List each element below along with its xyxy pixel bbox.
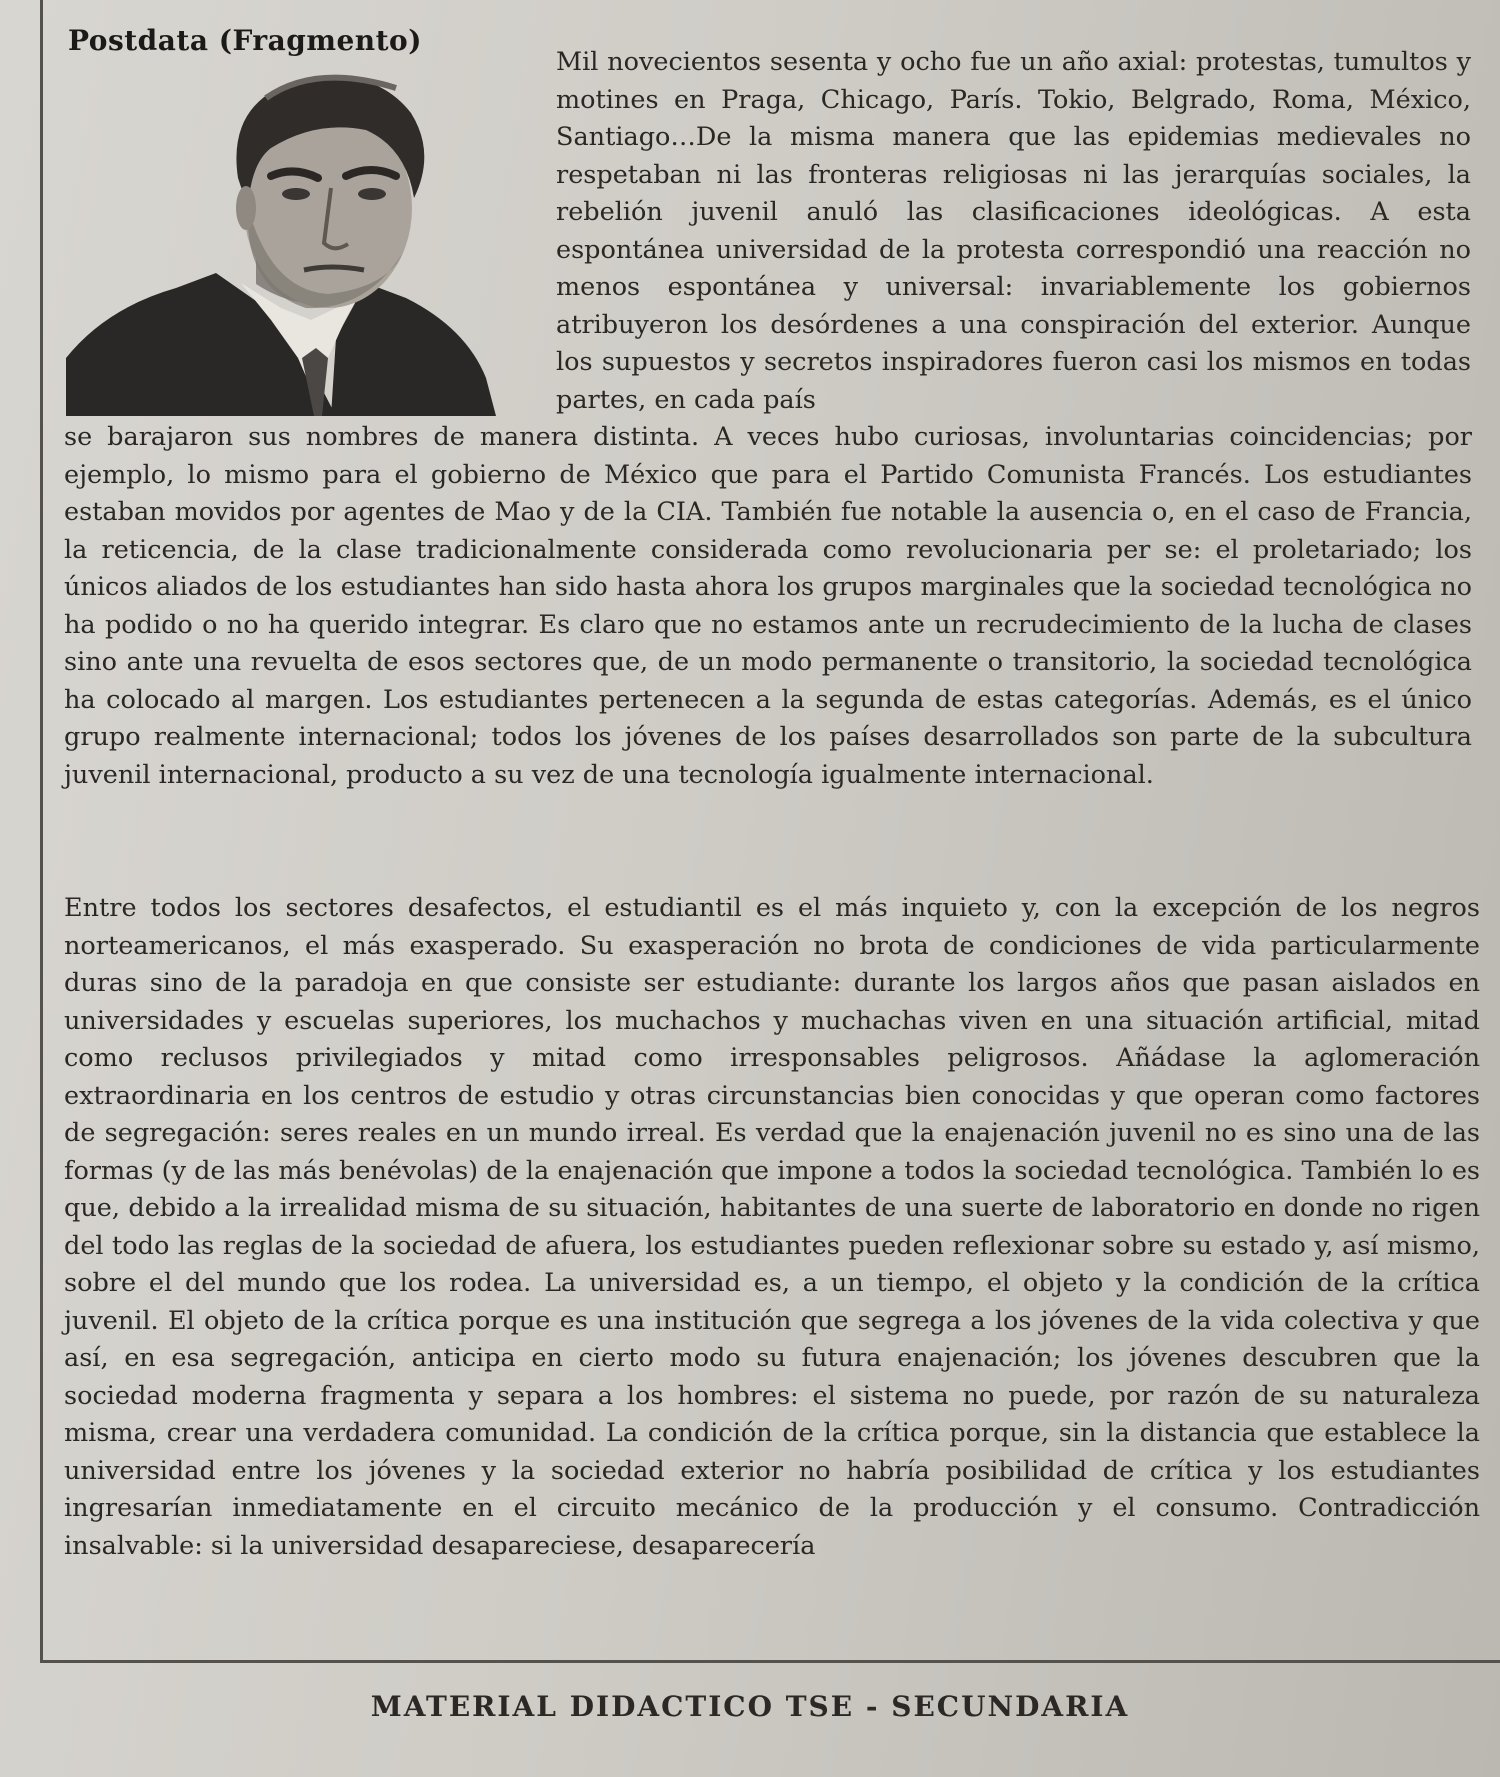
author-portrait-icon (66, 58, 564, 416)
intro-paragraph: Mil novecientos sesenta y ocho fue un año axial: protestas, tumultos y motines en Praga, Chicago, París. Tokio, Belgrado, Roma, México, Santiago…De la misma manera que las epidemias medievales no respetaban ni las fronteras religiosas ni las jerarquías sociales, la rebelión juvenil anuló las clasificaciones ideológicas. A esta espontánea universidad de la protesta correspondió una reacción no menos espontánea y universal: invariablemente los gobiernos atribuyeron los desórdenes a una conspiración del exterior. Aunque los supuestos y secretos inspiradores fueron casi los mismos en todas partes, en cada país (556, 47, 1471, 415)
footer-label: MATERIAL DIDACTICO TSE - SECUNDARIA (370, 1690, 1130, 1723)
document-title: Postdata (Fragmento) (68, 24, 422, 57)
paragraph-2: Entre todos los sectores desafectos, el estudiantil es el más inquieto y, con la excepción de los negros norteamericanos, el más exasperado. Su exasperación no brota de condiciones de vida particularmente duras sino de la paradoja en que consiste ser estudiante: durante los largos años que pasan aislados en universidades y escuelas superiores, los muchachos y muchachas viven en una situación artificial, mitad como reclusos privilegiados y mitad como irresponsables peligrosos. Añádase la aglomeración extraordinaria en los centros de estudio y otras circunstancias bien conocidas y que operan como factores de segregación: seres reales en un mundo irreal. Es verdad que la enajenación juvenil no es sino una de las formas (y de las más benévolas) de la enajenación que impone a todos la sociedad tecnológica. También lo es que, debido a la irrealidad misma de su situación, habitantes de una suerte de laboratorio en donde no rigen del todo las reglas de la sociedad de afuera, los estudiantes pueden reflexionar sobre su estado y, así mismo, sobre el del mundo que los rodea. La universidad es, a un tiempo, el objeto y la condición de la crítica juvenil. El objeto de la crítica porque es una institución que segrega a los jóvenes de la vida colectiva y que así, en esa segregación, anticipa en cierto modo su futura enajenación; los jóvenes descubren que la sociedad moderna fragmenta y separa a los hombres: el sistema no puede, por razón de su naturaleza misma, crear una verdadera comunidad. La condición de la crítica porque, sin la distancia que establece la universidad entre los jóvenes y la sociedad exterior no habría posibilidad de crítica y los estudiantes ingresarían inmediatamente en el circuito mecánico de la producción y el consumo. Contradicción insalvable: si la universidad desapareciese, desaparecería (64, 893, 1480, 1561)
paragraph-1: se barajaron sus nombres de manera distinta. A veces hubo curiosas, involuntarias coincidencias; por ejemplo, lo mismo para el gobierno de México que para el Partido Comunista Francés. Los estudiantes estaban movidos por agentes de Mao y de la CIA. También fue notable la ausencia o, en el caso de Francia, la reticencia, de la clase tradicionalmente considerada como revolucionaria per se: el proletariado; los únicos aliados de los estudiantes han sido hasta ahora los grupos marginales que la sociedad tecnológica no ha podido o no ha querido integrar. Es claro que no estamos ante un recrudecimiento de la lucha de clases sino ante una revuelta de esos sectores que, de un modo permanente o transitorio, la sociedad tecnológica ha colocado al margen. Los estudiantes pertenecen a la segunda de estas categorías. Además, es el único grupo realmente internacional; todos los jóvenes de los países desarrollados son parte de la subcultura juvenil internacional, producto a su vez de una tecnología igualmente internacional. (64, 422, 1472, 790)
